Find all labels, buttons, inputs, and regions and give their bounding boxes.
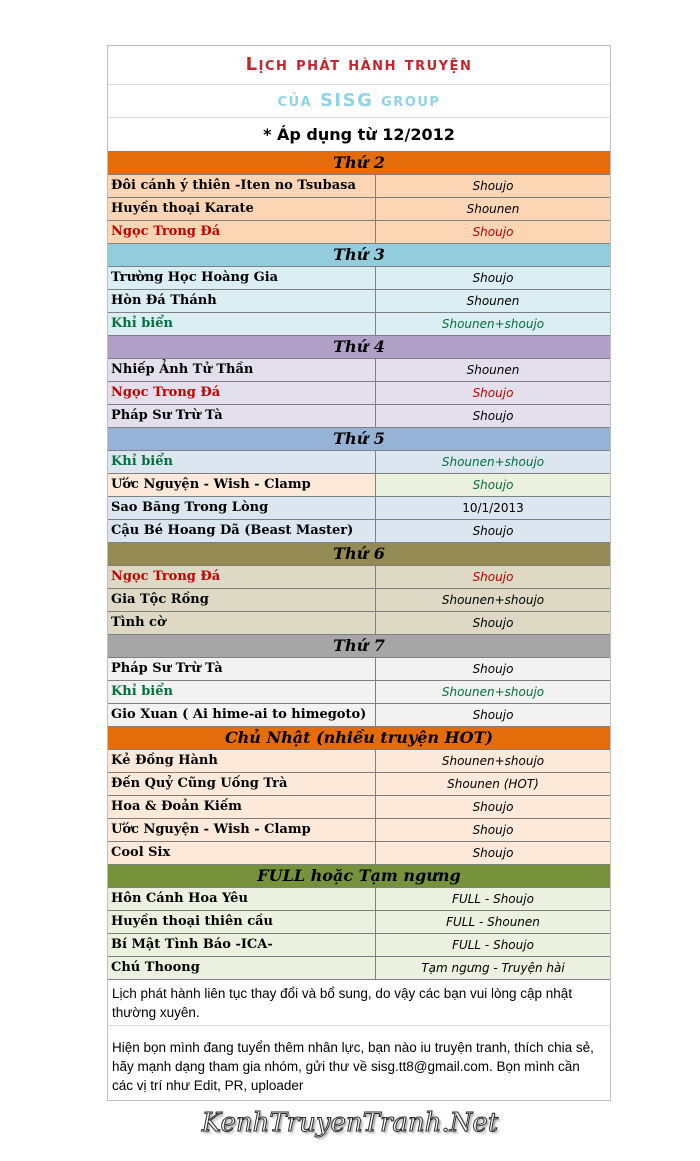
series-name: Sao Băng Trong Lòng — [108, 497, 376, 519]
group-subtitle: của SISG group — [108, 85, 610, 118]
series-name: Khỉ biển — [108, 451, 376, 473]
series-genre: Shoujo — [376, 520, 610, 542]
schedule-row — [108, 520, 610, 543]
schedule-row — [108, 819, 610, 842]
series-genre: Shoujo — [376, 566, 610, 588]
series-name: Bí Mật Tình Báo -ICA- — [108, 934, 376, 956]
series-genre: Shounen+shoujo — [376, 313, 610, 335]
series-name: Pháp Sư Trừ Tà — [108, 658, 376, 680]
series-name: Khỉ biển — [108, 681, 376, 703]
series-genre: Shounen+shoujo — [376, 681, 610, 703]
schedule-row — [108, 451, 610, 474]
series-genre: Shounen+shoujo — [376, 750, 610, 772]
series-genre: Shoujo — [376, 221, 610, 243]
schedule-row — [108, 175, 610, 198]
series-genre: Shoujo — [376, 267, 610, 289]
series-genre: Shounen+shoujo — [376, 451, 610, 473]
series-genre: Shounen — [376, 359, 610, 381]
day-header: Thứ 6 — [108, 543, 610, 566]
series-name: Huyền thoại Karate — [108, 198, 376, 220]
series-genre: FULL - Shounen — [376, 911, 610, 933]
series-genre: FULL - Shoujo — [376, 888, 610, 910]
series-genre: FULL - Shoujo — [376, 934, 610, 956]
series-name: Hôn Cánh Hoa Yêu — [108, 888, 376, 910]
series-name: Gio Xuan ( Ai hime-ai to himegoto) — [108, 704, 376, 726]
schedule-row — [108, 934, 610, 957]
schedule-row — [108, 221, 610, 244]
series-name: Hoa & Đoản Kiếm — [108, 796, 376, 818]
day-header: Thứ 7 — [108, 635, 610, 658]
series-genre: Shounen — [376, 290, 610, 312]
schedule-row — [108, 750, 610, 773]
series-name: Đến Quỷ Cũng Uống Trà — [108, 773, 376, 795]
series-name: Nhiếp Ảnh Tử Thần — [108, 359, 376, 381]
schedule-row — [108, 290, 610, 313]
schedule-row — [108, 612, 610, 635]
schedule-row — [108, 566, 610, 589]
day-header: FULL hoặc Tạm ngưng — [108, 865, 610, 888]
schedule-row — [108, 497, 610, 520]
series-name: Khỉ biển — [108, 313, 376, 335]
series-name: Hòn Đá Thánh — [108, 290, 376, 312]
schedule-row — [108, 474, 610, 497]
schedule-row — [108, 888, 610, 911]
series-genre: Shounen — [376, 198, 610, 220]
schedule-row — [108, 681, 610, 704]
series-genre: Shounen+shoujo — [376, 589, 610, 611]
schedule-sheet — [107, 45, 611, 1101]
day-header: Chủ Nhật (nhiều truyện HOT) — [108, 727, 610, 750]
day-header: Thứ 3 — [108, 244, 610, 267]
series-genre: Shoujo — [376, 658, 610, 680]
series-genre: Shoujo — [376, 842, 610, 864]
series-name: Đôi cánh ý thiên -Iten no Tsubasa — [108, 175, 376, 197]
series-name: Cool Six — [108, 842, 376, 864]
watermark-logo: KenhTruyenTranh.Net — [201, 1108, 499, 1138]
series-name: Kẻ Đồng Hành — [108, 750, 376, 772]
series-genre: Shoujo — [376, 382, 610, 404]
series-name: Ngọc Trong Đá — [108, 382, 376, 404]
schedule-row — [108, 405, 610, 428]
series-genre: Shoujo — [376, 612, 610, 634]
series-genre: Tạm ngưng - Truyện hài — [376, 957, 610, 979]
series-genre: Shoujo — [376, 796, 610, 818]
schedule-row — [108, 382, 610, 405]
schedule-row — [108, 589, 610, 612]
series-name: Ngọc Trong Đá — [108, 566, 376, 588]
update-note: Lịch phát hành liên tục thay đổi và bổ sung, do vậy các bạn vui lòng cập nhật thường xuyên. — [108, 980, 610, 1026]
schedule-row — [108, 842, 610, 865]
day-header: Thứ 2 — [108, 152, 610, 175]
schedule-row — [108, 267, 610, 290]
series-genre: Shoujo — [376, 405, 610, 427]
series-genre: Shounen (HOT) — [376, 773, 610, 795]
series-genre: Shoujo — [376, 704, 610, 726]
series-name: Cậu Bé Hoang Dã (Beast Master) — [108, 520, 376, 542]
schedule-row — [108, 773, 610, 796]
series-genre: 10/1/2013 — [376, 497, 610, 519]
series-genre: Shoujo — [376, 474, 610, 496]
series-name: Huyền thoại thiên cầu — [108, 911, 376, 933]
schedule-row — [108, 313, 610, 336]
schedule-row — [108, 359, 610, 382]
day-header: Thứ 5 — [108, 428, 610, 451]
schedule-table — [108, 152, 610, 980]
series-name: Pháp Sư Trừ Tà — [108, 405, 376, 427]
series-name: Trường Học Hoàng Gia — [108, 267, 376, 289]
series-genre: Shoujo — [376, 819, 610, 841]
schedule-row — [108, 658, 610, 681]
series-name: Ước Nguyện - Wish - Clamp — [108, 474, 376, 496]
series-name: Tình cờ — [108, 612, 376, 634]
schedule-row — [108, 957, 610, 980]
recruitment-note: Hiện bọn mình đang tuyển thêm nhân lực, bạn nào iu truyện tranh, thích chia sẻ, hãy mạnh dạng tham gia nhóm, gửi thư về sisg.tt8@gmail.com. Bọn mình cần các vị trí như Edit, PR, uploader — [112, 1040, 594, 1093]
series-genre: Shoujo — [376, 175, 610, 197]
series-name: Ước Nguyện - Wish - Clamp — [108, 819, 376, 841]
schedule-row — [108, 796, 610, 819]
applied-date: * Áp dụng từ 12/2012 — [108, 118, 610, 152]
schedule-title: Lịch phát hành truyện — [108, 46, 610, 85]
series-name: Chú Thoong — [108, 957, 376, 979]
series-name: Gia Tộc Rồng — [108, 589, 376, 611]
series-name: Ngọc Trong Đá — [108, 221, 376, 243]
day-header: Thứ 4 — [108, 336, 610, 359]
schedule-row — [108, 198, 610, 221]
schedule-row — [108, 704, 610, 727]
schedule-row — [108, 911, 610, 934]
